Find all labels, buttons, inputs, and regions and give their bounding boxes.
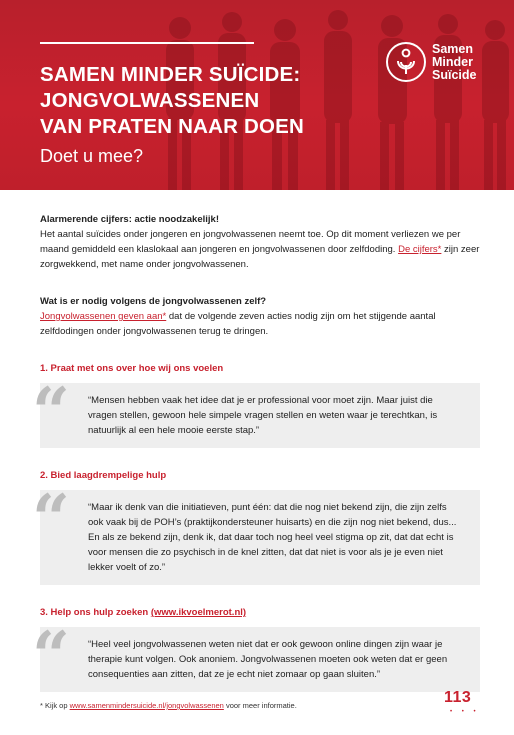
cijfers-link[interactable]: De cijfers* [398,244,442,255]
quote-block-3 [32,617,480,695]
footer-prefix: * Kijk op [40,701,68,710]
logo-emblem-icon [385,41,427,83]
brand-113-logo: 113 [444,689,472,706]
quote-text: “Heel veel jongvolwassenen weten niet dat er ook gewoon online dingen zijn waar je therapie kunt volgen. Ook anoniem. Jongvolwassenen moeten ook weten dat er geen consequenties aan zitten, dat ze je echt niet zomaar op gaan sluiten.” [88,639,448,680]
intro-text-end: zijn zeer zorgwekkend, met name onder jongvolwassenen. [40,244,480,270]
action-heading-1: 1. Praat met ons over hoe wij ons voelen [40,363,224,374]
logo-line: Suïcide [432,68,477,82]
action-heading-3-text: 3. Help ons hulp zoeken [40,607,149,618]
quote-mark-icon: “ [32,617,70,695]
samen-minder-suicide-logo [385,41,497,89]
quote-block-1 [32,373,480,451]
title-line: JONGVOLWASSENEN [40,89,260,112]
logo-line: Minder [432,55,473,69]
intro-paragraph [40,227,480,272]
title-line: SAMEN MINDER SUÏCIDE: [40,63,301,86]
hero-banner [0,0,514,190]
jongvolwassenen-link[interactable]: Jongvolwassenen geven aan* [40,311,167,322]
footer-suffix: voor meer informatie. [225,701,297,710]
main-content [32,212,480,695]
ikvoelmerot-link[interactable]: (www.ikvoelmerot.nl) [150,607,247,618]
quote-mark-icon: “ [32,373,70,451]
needs-text: dat de volgende zeven acties nodig zijn om het stijgende aantal zelfdodingen onder jongvolwassenen terug te dringen. [40,311,436,337]
page-subtitle: Doet u mee? [40,146,144,166]
title-rule [40,42,254,44]
footer-website-link[interactable]: www.samenmindersuicide.nl/jongvolwassenen [69,701,224,710]
page-title [40,62,304,140]
brand-113-dots: • • • [450,709,480,715]
needs-paragraph [40,309,480,339]
title-line: VAN PRATEN NAAR DOEN [40,115,305,138]
quote-mark-icon: “ [32,480,70,558]
quote-block-2 [32,480,480,585]
action-heading-2: 2. Bied laagdrempelige hulp [40,470,167,481]
logo-wordmark [432,43,476,82]
intro-text: Het aantal suïcides onder jongeren en jongvolwassenen neemt toe. Op dit moment verliezen we per maand gemiddeld een klaslokaal aan jongeren en jongvolwassenen door zelfdoding. [40,229,461,255]
intro-heading: Alarmerende cijfers: actie noodzakelijk! [40,214,219,225]
action-heading-3 [40,605,480,620]
needs-heading: Wat is er nodig volgens de jongvolwassenen zelf? [40,296,267,307]
quote-text: “Mensen hebben vaak het idee dat je er professional voor moet zijn. Maar juist die vragen stellen, gewoon hele simpele vragen stellen en weten waar je terechtkan, is natuurlijk al een hele mooie eerste stap.” [88,395,438,436]
quote-text: “Maar ik denk van die initiatieven, punt één: dat die nog niet bekend zijn, die zijn zelfs ook vaak bij de POH’s (praktijkondersteuner huisarts) en die zijn nog niet bekend, dus... En als ze bekend zijn, denk ik, dat daar toch nog heel veel stigma op zit, dat dat echt is voor mensen die zo psychisch in de knel zitten, dat dat niet is voor als je je even niet lekker voelt of zo.” [88,502,457,573]
logo-line: Samen [432,42,473,56]
footer-note [40,701,297,710]
